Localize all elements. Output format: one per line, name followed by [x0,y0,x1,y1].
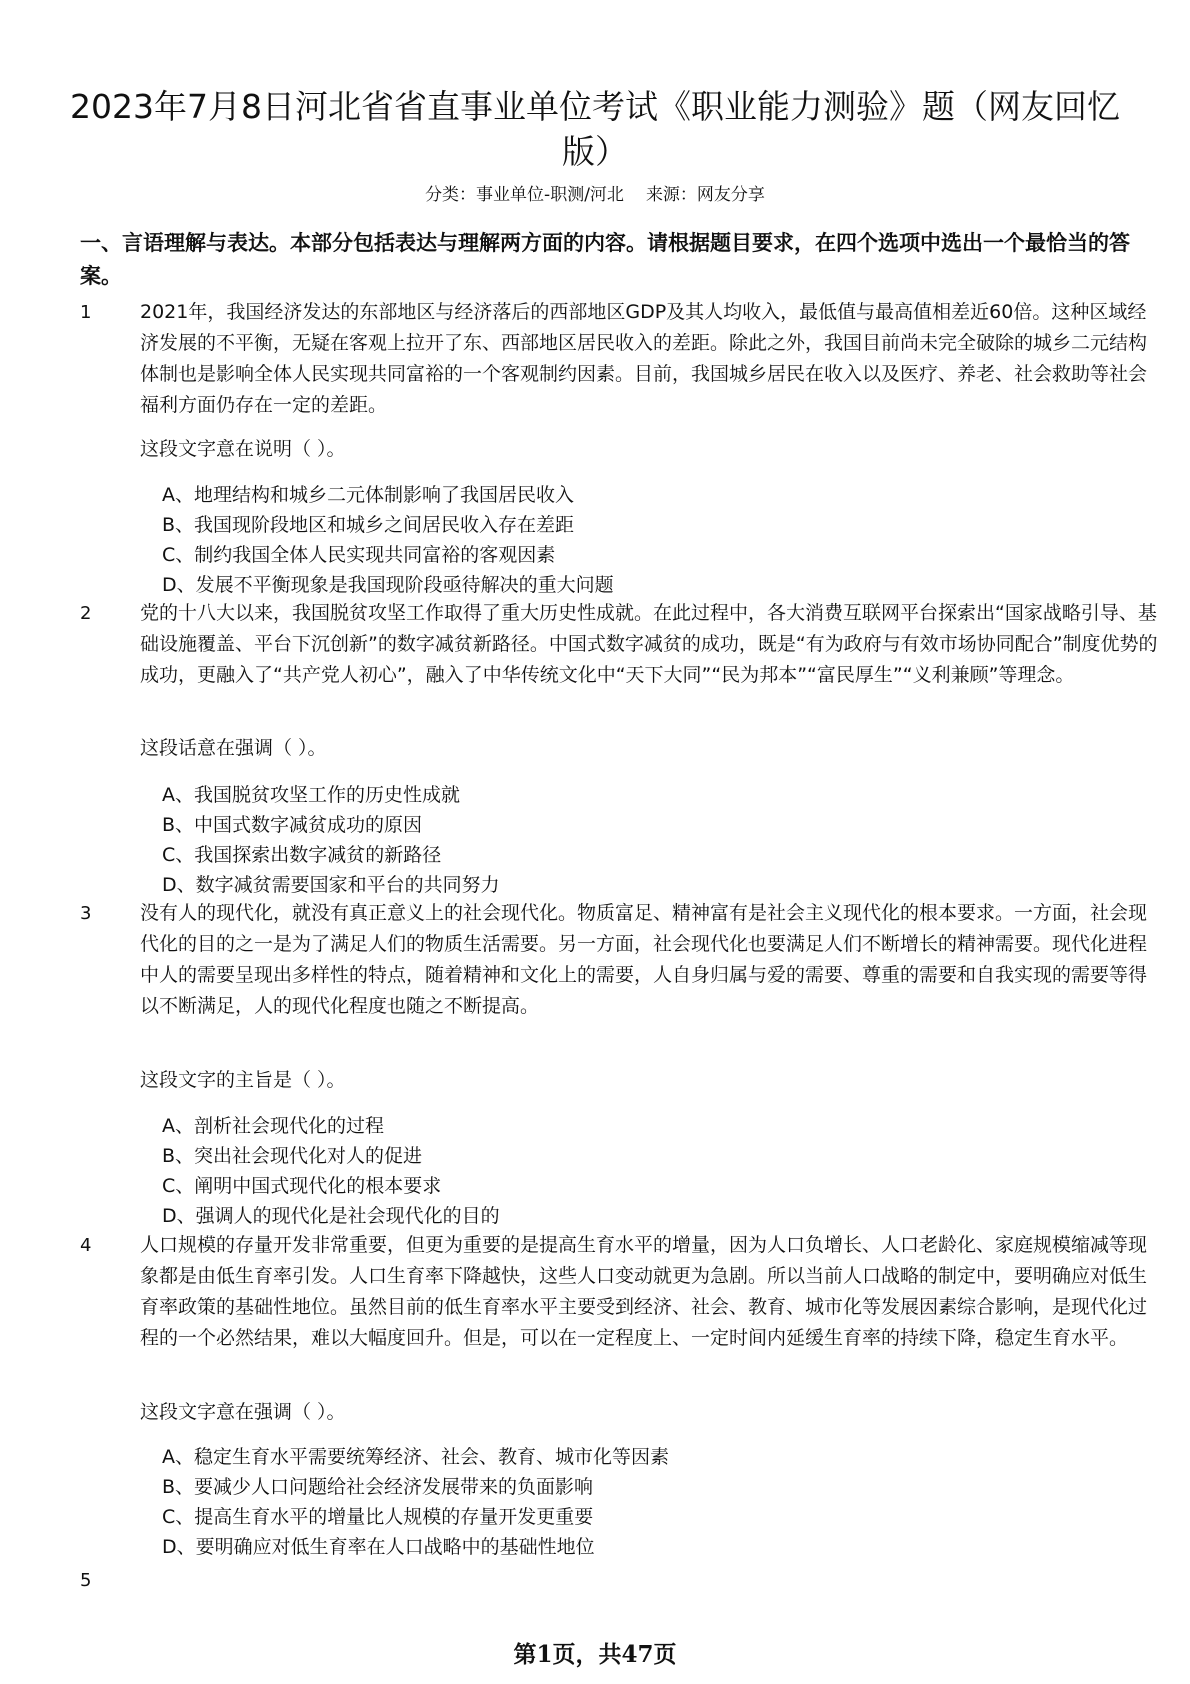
question-prompt: 这段文字的主旨是（ ）。 [140,1069,346,1091]
question-text: 人口规模的存量开发非常重要，但更为重要的是提高生育水平的增量，因为人口负增长、人口老龄化、家庭规模缩减等现象都是由低生育率引发。人口生育率下降越快，这些人口变动就更为急剧。所以当前人口战略的制定中，要明确应对低生育率政策的基础性地位。虽然目前的低生育率水平主要受到经济、社会、教育、城市化等发展因素综合影响，是现代化过程的一个必然结果，难以大幅度回升。但是，可以在一定程度上、一定时间内延缓生育率的持续下降，稳定生育水平。 [140,1234,1148,1349]
category-label: 分类：事业单位-职测/河北 [425,185,624,205]
option-b: B、突出社会现代化对人的促进 [162,1145,423,1167]
question-prompt: 这段话意在强调（ ）。 [140,737,327,759]
option-d: D、要明确应对低生育率在人口战略中的基础性地位 [162,1536,595,1558]
option-c: C、制约我国全体人民实现共同富裕的客观因素 [162,544,556,566]
question-prompt: 这段文字意在说明（ ）。 [140,438,346,460]
question-number: 4 [80,1235,92,1256]
question-prompt: 这段文字意在强调（ ）。 [140,1401,346,1423]
page-footer: 第1页，共47页 [513,1641,677,1668]
question-number: 5 [80,1570,92,1591]
option-d: D、发展不平衡现象是我国现阶段亟待解决的重大问题 [162,574,614,596]
page-title: 2023年7月8日河北省省直事业单位考试《职业能力测验》题（网友回忆版） [70,87,1120,171]
option-a: A、稳定生育水平需要统筹经济、社会、教育、城市化等因素 [162,1446,669,1468]
question-number: 1 [80,302,92,323]
option-c: C、我国探索出数字减贫的新路径 [162,844,442,866]
option-a: A、我国脱贫攻坚工作的历史性成就 [162,784,460,806]
option-b: B、中国式数字减贫成功的原因 [162,814,423,836]
meta-line [0,183,1190,207]
option-b: B、要减少人口问题给社会经济发展带来的负面影响 [162,1476,594,1498]
option-c: C、阐明中国式现代化的根本要求 [162,1175,442,1197]
option-a: A、地理结构和城乡二元体制影响了我国居民收入 [162,484,574,506]
option-d: D、强调人的现代化是社会现代化的目的 [162,1205,500,1227]
option-d: D、数字减贫需要国家和平台的共同努力 [162,874,500,896]
question-text: 2021年，我国经济发达的东部地区与经济落后的西部地区GDP及其人均收入，最低值与最高值相差近60倍。这种区域经济发展的不平衡，无疑在客观上拉开了东、西部地区居民收入的差距。除此之外，我国目前尚未完全破除的城乡二元结构体制也是影响全体人民实现共同富裕的一个客观制约因素。目前，我国城乡居民在收入以及医疗、养老、社会救助等社会福利方面仍存在一定的差距。 [140,301,1148,416]
question-number: 3 [80,903,92,924]
question-number: 2 [80,603,92,624]
source-label: 来源：网友分享 [645,185,765,205]
option-b: B、我国现阶段地区和城乡之间居民收入存在差距 [162,514,575,536]
question-text: 没有人的现代化，就没有真正意义上的社会现代化。物质富足、精神富有是社会主义现代化的根本要求。一方面，社会现代化的目的之一是为了满足人们的物质生活需要。另一方面，社会现代化也要满足人们不断增长的精神需要。现代化进程中人的需要呈现出多样性的特点，随着精神和文化上的需要，人自身归属与爱的需要、尊重的需要和自我实现的需要等得以不断满足，人的现代化程度也随之不断提高。 [140,902,1148,1017]
question-text: 党的十八大以来，我国脱贫攻坚工作取得了重大历史性成就。在此过程中，各大消费互联网平台探索出“国家战略引导、基础设施覆盖、平台下沉创新”的数字减贫新路径。中国式数字减贫的成功，既是“有为政府与有效市场协同配合”制度优势的成功，更融入了“共产党人初心”，融入了中华传统文化中“天下大同”“民为邦本”“富民厚生”“义利兼顾”等理念。 [140,602,1158,686]
option-c: C、提高生育水平的增量比人规模的存量开发更重要 [162,1506,594,1528]
option-a: A、剖析社会现代化的过程 [162,1115,384,1137]
section-heading: 一、言语理解与表达。本部分包括表达与理解两方面的内容。请根据题目要求，在四个选项中选出一个最恰当的答案。 [80,231,1130,288]
